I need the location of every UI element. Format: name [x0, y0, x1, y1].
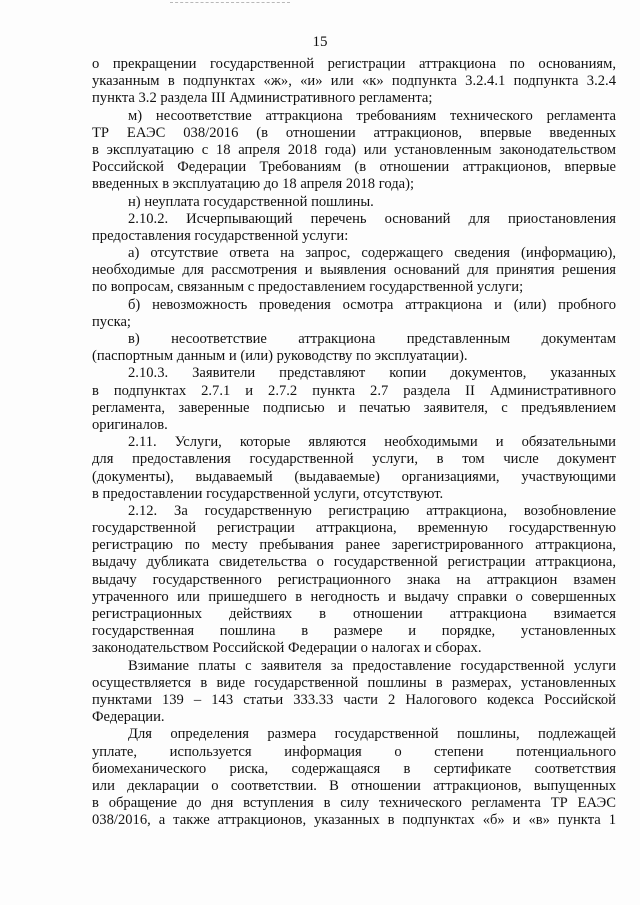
- text-line: биомеханического риска, содержащаяся в сертификате соответствия: [92, 760, 616, 777]
- text-line: пункта 3.2 раздела III Административного регламента;: [92, 90, 433, 107]
- text-line: а) отсутствие ответа на запрос, содержащего сведения (информацию),: [128, 245, 616, 262]
- text-line: пуска;: [92, 313, 131, 330]
- text-line: (документы), выдаваемый (выдаваемые) организациями, участвующими: [92, 468, 616, 485]
- text-line: осуществляется в виде государственной пошлины в размерах, установленных: [92, 674, 616, 691]
- text-line: 2.12. За государственную регистрацию аттракциона, возобновление: [128, 502, 616, 519]
- text-line: 2.11. Услуги, которые являются необходимыми и обязательными: [128, 434, 616, 451]
- text-line: Российской Федерации Требованиям (в отношении аттракционов, впервые: [92, 159, 616, 176]
- text-line: Взимание платы с заявителя за предоставление государственной услуги: [128, 657, 616, 674]
- text-line: ТР ЕАЭС 038/2016 (в отношении аттракционов, впервые введенных: [92, 124, 616, 141]
- text-line: законодательством Российской Федерации о налогах и сборах.: [92, 640, 482, 657]
- text-line: 038/2016, а также аттракционов, указанных в подпунктах «б» и «в» пункта 1: [92, 812, 616, 829]
- text-line: в подпунктах 2.7.1 и 2.7.2 пункта 2.7 раздела II Административного: [92, 382, 616, 399]
- text-line: уплате, используется информация о степени потенциального: [92, 743, 616, 760]
- text-line: предоставления государственной услуги:: [92, 227, 349, 244]
- page-number: 15: [312, 34, 328, 50]
- text-line: выдачу дубликата свидетельства о государственной регистрации аттракциона,: [92, 554, 616, 571]
- text-line: или декларации о соответствии. В отношении аттракционов, выпущенных: [92, 777, 616, 794]
- text-line: введенных в эксплуатацию до 18 апреля 2018 года);: [92, 176, 415, 193]
- text-line: о прекращении государственной регистрации аттракциона по основаниям,: [92, 56, 616, 72]
- text-line: регистрационных действиях в отношении аттракциона взимается: [92, 606, 616, 622]
- text-line: государственной регистрации аттракциона, временную государственную: [92, 520, 616, 537]
- text-line: Для определения размера государственной пошлины, подлежащей: [128, 726, 616, 743]
- text-line: в предоставлении государственной услуги, отсутствуют.: [92, 485, 444, 502]
- text-line: для предоставления государственной услуги, в том числе документ: [92, 451, 616, 468]
- document-body: [92, 56, 616, 829]
- text-line: регистрацию по месту пребывания ранее зарегистрированного аттракциона,: [92, 537, 616, 554]
- text-line: в эксплуатацию с 18 апреля 2018 года) или установленным законодательством: [92, 141, 616, 158]
- text-line: выдачу государственного регистрационного знака на аттракцион взамен: [92, 571, 616, 588]
- text-line: необходимые для рассмотрения и выявления оснований для принятия решения: [92, 262, 616, 279]
- text-line: оригиналов.: [92, 416, 168, 433]
- text-line: утраченного или пришедшего в негодность и выдачу справки о совершенных: [92, 588, 616, 605]
- text-line: м) несоответствие аттракциона требованиям технического регламента: [128, 107, 616, 124]
- text-line: регламента, заверенные подписью и печатью заявителя, с предъявлением: [92, 399, 616, 416]
- text-line: государственная пошлина в размере и порядке, установленных: [92, 623, 616, 640]
- text-line: в) несоответствие аттракциона представленным документам: [128, 331, 616, 347]
- text-line: по вопросам, связанным с предоставлением государственной услуги;: [92, 279, 524, 296]
- text-line: б) невозможность проведения осмотра аттракциона и (или) пробного: [128, 296, 616, 313]
- scan-edge-mark: [170, 2, 290, 4]
- text-line: указанным в подпунктах «ж», «и» или «к» подпункта 3.2.4.1 подпункта 3.2.4: [92, 73, 616, 90]
- text-line: 2.10.3. Заявители представляют копии документов, указанных: [128, 365, 616, 382]
- text-line: 2.10.2. Исчерпывающий перечень оснований для приостановления: [128, 210, 616, 227]
- text-line: в обращение до дня вступления в силу технического регламента ТР ЕАЭС: [92, 795, 616, 812]
- text-line: Федерации.: [92, 709, 165, 726]
- text-line: (паспортным данным и (или) руководству по эксплуатации).: [92, 348, 468, 365]
- text-line: пунктами 139 – 143 статьи 333.33 части 2 Налогового кодекса Российской: [92, 691, 616, 708]
- text-line: н) неуплата государственной пошлины.: [128, 193, 374, 210]
